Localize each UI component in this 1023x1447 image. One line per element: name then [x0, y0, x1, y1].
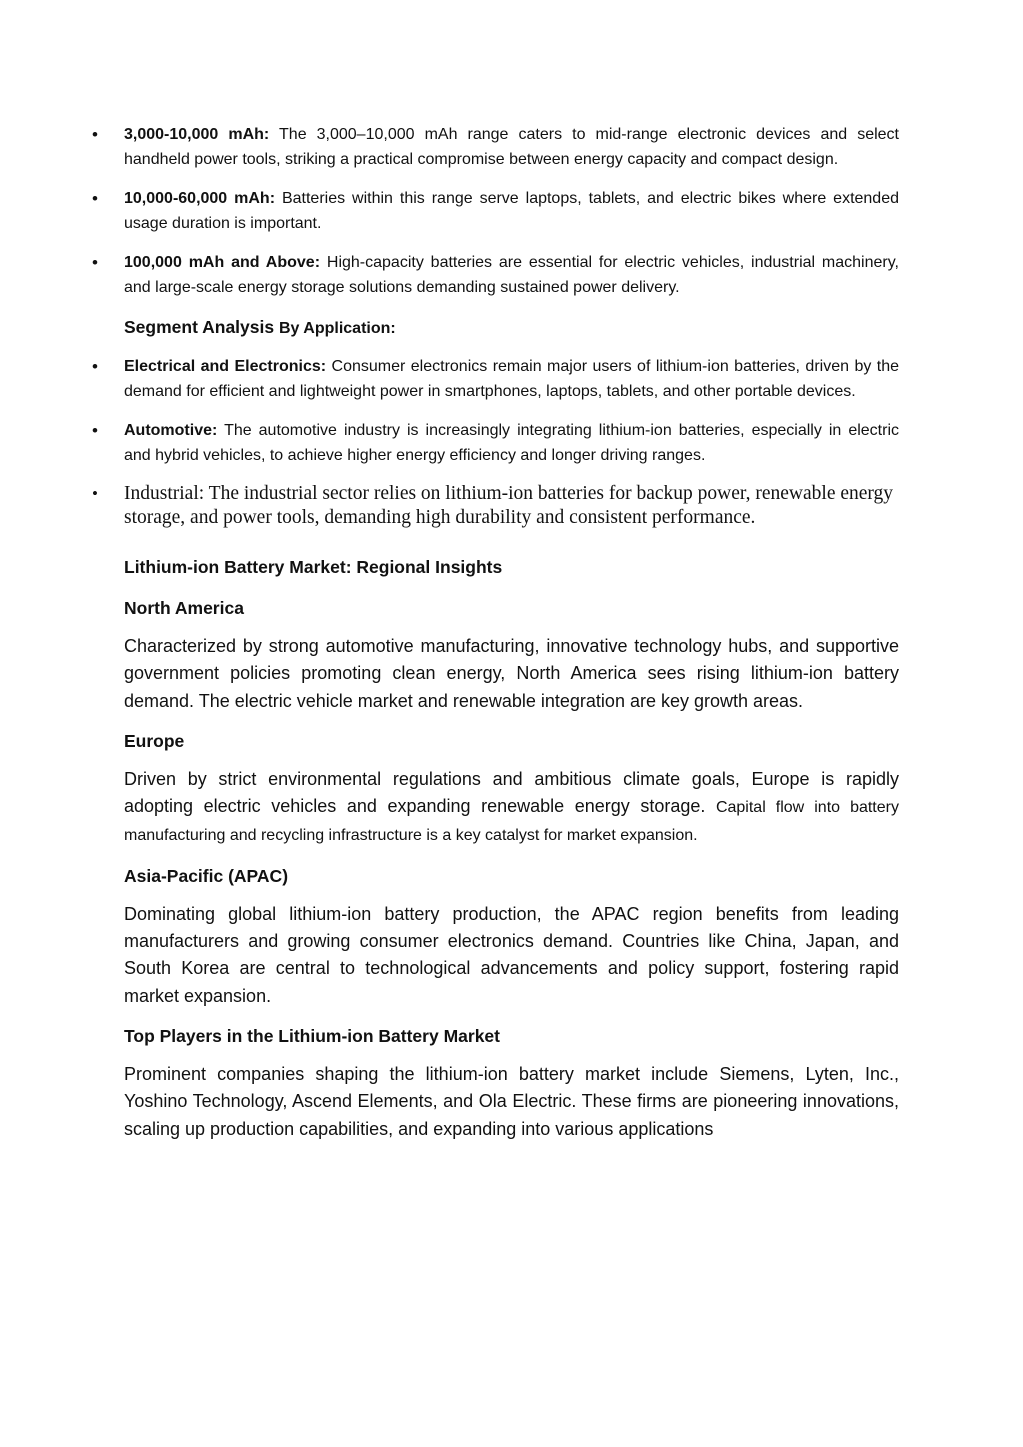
regional-insights-heading: Lithium-ion Battery Market: Regional Insights — [124, 557, 503, 577]
segment-heading-main: Segment Analysis — [124, 317, 275, 337]
bullet-text: The 3,000–10,000 mAh range caters to mid-range electronic devices and select handheld power tools, striking a practical compromise between energy capacity and compact design. — [124, 126, 899, 168]
segment-analysis-heading — [124, 314, 899, 342]
europe-text: Driven by strict environmental regulations and ambitious climate goals, Europe is rapidly adopting electric vehicles and expanding renewable energy storage. — [124, 768, 899, 817]
bullet-label: 10,000-60,000 mAh: — [124, 190, 276, 207]
capacity-bullet-1 — [62, 122, 899, 172]
segment-heading-sub: By Application: — [278, 320, 396, 337]
europe-paragraph — [124, 766, 899, 850]
bullet-label: 100,000 mAh and Above: — [124, 254, 321, 271]
application-bullet-1 — [62, 354, 899, 404]
north-america-paragraph: Characterized by strong automotive manufacturing, innovative technology hubs, and supportive government policies promoting clean energy, North America sees rising lithium-ion battery demand. The electric vehicle market and renewable integration are key growth areas. — [124, 636, 899, 711]
north-america-heading: North America — [124, 598, 244, 618]
top-players-paragraph: Prominent companies shaping the lithium-ion battery market include Siemens, Lyten, Inc., Yoshino Technology, Ascend Elements, and Ola Electric. These firms are pioneering innovations, scaling up production capabilities, and expanding into various applications — [124, 1063, 899, 1139]
apac-heading: Asia-Pacific (APAC) — [124, 865, 289, 886]
apac-paragraph: Dominating global lithium-ion battery production, the APAC region benefits from leading manufacturers and growing consumer electronics demand. Countries like China, Japan, and South Korea are central to technological advancements and policy support, fostering rapid market expansion. — [124, 903, 899, 1006]
bullet-label: 3,000-10,000 mAh: — [124, 126, 270, 143]
top-players-heading: Top Players in the Lithium-ion Battery Market — [124, 1025, 500, 1046]
application-bullet-list — [124, 354, 899, 529]
application-bullet-2 — [62, 418, 899, 468]
bullet-text: Consumer electronics remain major users of lithium-ion batteries, driven by the demand for efficient and lightweight power in smartphones, laptops, tablets, and other portable devices. — [124, 358, 900, 400]
europe-text-small: Capital flow into battery manufacturing and recycling infrastructure is a key catalyst for market expansion. — [124, 799, 899, 845]
application-bullet-3 — [62, 482, 899, 529]
europe-heading: Europe — [124, 730, 185, 751]
bullet-text: The automotive industry is increasingly integrating lithium-ion batteries, especially in electric and hybrid vehicles, to achieve higher energy efficiency and longer driving ranges. — [124, 422, 900, 464]
bullet-label: Electrical and Electronics: — [124, 358, 327, 375]
bullet-text: Batteries within this range serve laptops, tablets, and electric bikes where extended usage duration is important. — [124, 190, 900, 232]
capacity-bullet-2 — [62, 186, 899, 236]
capacity-bullet-list — [124, 122, 899, 300]
capacity-bullet-3 — [62, 250, 899, 300]
bullet-label: Automotive: — [124, 422, 218, 439]
bullet-text: High-capacity batteries are essential for electric vehicles, industrial machinery, and large-scale energy storage solutions demanding sustained power delivery. — [124, 254, 899, 296]
document-page — [124, 122, 899, 1143]
bullet-text: Industrial: The industrial sector relies on lithium-ion batteries for backup power, renewable energy storage, and power tools, demanding high durability and consistent performance. — [124, 483, 894, 528]
